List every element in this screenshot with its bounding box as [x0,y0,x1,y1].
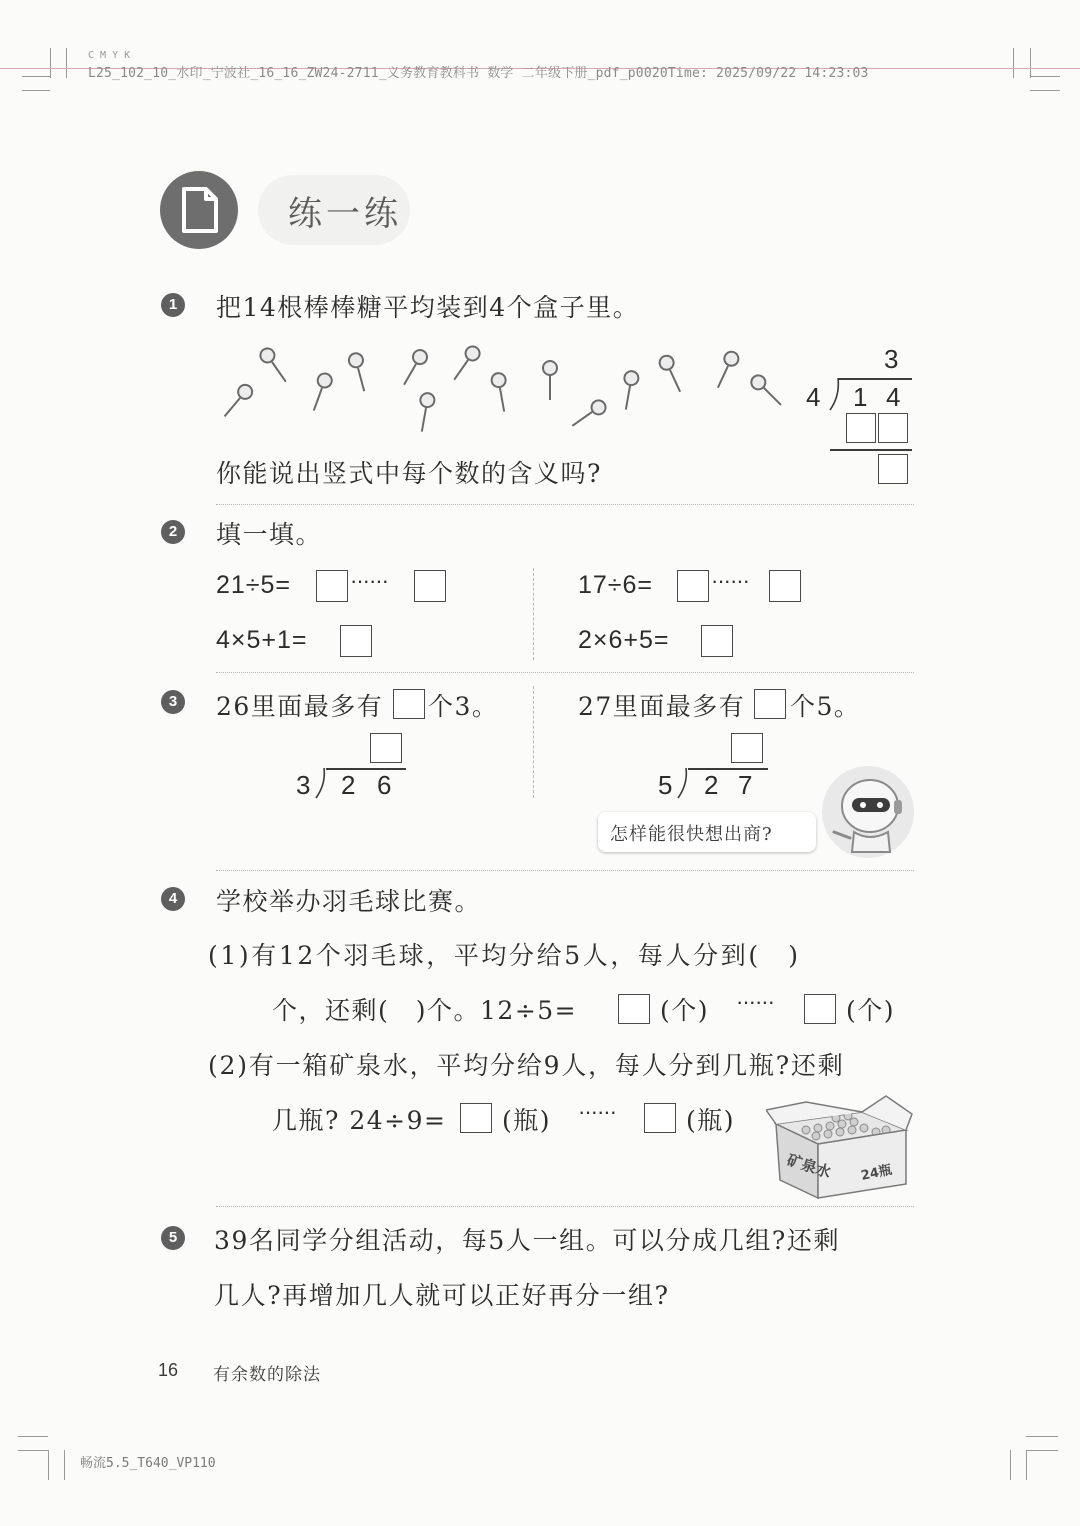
q4-part2-line2: 几瓶? 24÷9= [272,1106,447,1135]
remainder-dots: ······ [578,1099,616,1124]
crop-mark [50,48,51,78]
crop-mark [1030,90,1060,91]
answer-box[interactable] [846,413,876,443]
q4-part1-line1: (1)有12个羽毛球，平均分给5人，每人分到( ) [208,941,801,970]
q1-question: 你能说出竖式中每个数的含义吗? [216,459,602,488]
answer-box[interactable] [460,1103,492,1133]
division-bar [838,378,912,380]
chapter-title: 有余数的除法 [213,1365,321,1385]
robot-icon [818,766,918,862]
crop-mark [22,90,50,91]
division-bar [688,768,768,770]
separator [216,870,914,871]
answer-box[interactable] [731,733,763,763]
crop-mark [1010,1450,1011,1480]
answer-box[interactable] [677,570,709,602]
division-bracket [676,768,690,800]
answer-box[interactable] [414,570,446,602]
q3-dividend-digit: 7 [738,770,753,800]
answer-box[interactable] [316,570,348,602]
page-number: 16 [158,1360,179,1380]
q5-line1: 39名同学分组活动，每5人一组。可以分成几组?还剩 [214,1226,841,1255]
print-color-mark: C M Y K [88,50,131,61]
crop-mark [18,1436,48,1437]
column-divider [533,686,534,798]
q3-right-text: 27里面最多有 [578,692,746,721]
q3-right-text-end: 个5。 [790,692,861,721]
question-number: 4 [161,887,185,911]
crop-mark [1013,48,1014,78]
print-info: 畅流5.5_T640_VP110 [80,1456,216,1471]
q4-part1-line2: 个，还剩( )个。12÷5= [272,996,578,1025]
answer-box[interactable] [878,454,908,484]
q2-expression: 4×5+1= [216,626,308,654]
question-number: 5 [161,1226,185,1250]
question-number: 3 [161,690,185,714]
crop-mark [48,1450,49,1480]
crop-mark [1026,1436,1058,1437]
crop-mark [66,48,67,78]
q3-dividend-digit: 2 [704,770,719,800]
q3-left-text: 26里面最多有 [216,692,384,721]
answer-box[interactable] [769,570,801,602]
q4-part2-line1: (2)有一箱矿泉水，平均分给9人，每人分到几瓶?还剩 [208,1051,845,1080]
crop-mark [18,1450,48,1451]
section-title: 练一练 [288,194,402,234]
q3-dividend-digit: 2 [341,770,356,800]
q2-expression: 2×6+5= [578,626,670,654]
answer-box[interactable] [340,625,372,657]
q3-divisor: 3 [296,770,311,800]
crop-mark [22,76,50,77]
remainder-dots: ······ [736,989,774,1014]
crop-mark [1026,1450,1058,1451]
q3-dividend-digit: 6 [377,770,392,800]
separator [216,672,914,673]
separator [216,504,914,505]
q2-title: 填一填。 [216,520,323,549]
answer-box[interactable] [393,689,425,719]
answer-box[interactable] [754,689,786,719]
answer-box[interactable] [804,994,836,1024]
q2-expression: 17÷6= [578,571,654,599]
box-count: 24瓶 [859,1162,894,1184]
q4-unit: (个) [846,996,896,1025]
document-icon [160,171,238,249]
q3-left-text-end: 个3。 [428,692,499,721]
box-label: 矿泉水 [784,1150,834,1182]
answer-box[interactable] [644,1103,676,1133]
robot-hint: 怎样能很快想出商? [610,824,773,845]
q4-unit: (瓶) [502,1106,552,1135]
q4-unit: (瓶) [686,1106,736,1135]
crop-mark [1030,48,1031,78]
question-number: 2 [161,520,185,544]
crop-mark [1026,1450,1027,1480]
q1-quotient: 3 [884,344,899,374]
q2-expression: 21÷5= [216,571,292,599]
answer-box[interactable] [618,994,650,1024]
answer-box[interactable] [701,625,733,657]
separator [216,1206,914,1207]
division-bar [326,768,406,770]
q1-dividend-digit: 4 [886,382,901,412]
q1-text: 把14根棒棒糖平均装到4个盒子里。 [216,293,640,322]
division-rule [830,449,912,451]
water-box-illustration [766,1088,914,1202]
answer-box[interactable] [370,733,402,763]
crop-mark [1030,76,1060,77]
division-bracket [828,378,842,412]
q4-title: 学校举办羽毛球比赛。 [216,887,482,916]
lollipops-illustration [210,340,800,440]
remainder-dots: ······ [711,568,749,593]
q3-divisor: 5 [658,770,673,800]
crop-mark [64,1450,65,1480]
q1-divisor: 4 [806,382,821,412]
q4-unit: (个) [660,996,710,1025]
print-header-text: L25_102_10_水印_宁波社_16_16_ZW24-2711_义务教育教科书 数学 二年级下册_pdf_p0020Time: 2025/09/22 14:23:03 [88,66,869,81]
question-number: 1 [161,293,185,317]
answer-box[interactable] [878,413,908,443]
remainder-dots: ······ [350,568,388,593]
q5-line2: 几人?再增加几人就可以正好再分一组? [214,1281,670,1310]
column-divider [533,568,534,660]
division-bracket [314,768,328,800]
q1-dividend-digit: 1 [853,382,868,412]
